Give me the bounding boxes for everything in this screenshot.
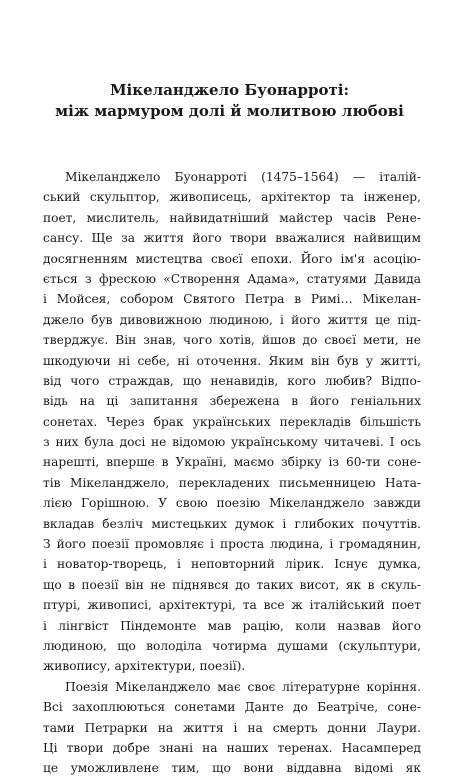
chapter-title-line-1: Мікеланджело Буонарроті: [109, 81, 350, 99]
text-line: ється з фрескою «Створення Адама», статуями Давида [43, 271, 421, 286]
text-line: відь на ці запитання збережена в його геніальних [43, 394, 421, 409]
text-line: тів Мікеланджело, перекладених письменницею Ната- [43, 475, 421, 490]
text-line: сансу. Ще за життя його твори вважалися найвищим [43, 231, 421, 246]
text-line: З його поезії промовляє і проста людина, і громадянин, [43, 537, 421, 552]
text-line: досягненням мистецтва своєї епохи. Його ім'я асоцію- [43, 251, 421, 266]
text-line: це уможливлене тим, що вони віддавна відомі як [43, 761, 421, 776]
text-line: що в поезії він не піднявся до таких висот, як в скуль- [43, 577, 421, 592]
text-line: ський скульптор, живописець, архітектор та інженер, [43, 190, 421, 205]
text-line: птурі, живописі, архітектурі, та все ж італійський поет [43, 598, 421, 613]
text-line: джело був дивовижною людиною, і його життя це під- [43, 312, 421, 327]
text-line: і Мойсея, собором Святого Петра в Римі… Мікелан- [43, 292, 421, 307]
paragraph-2 [43, 677, 421, 779]
text-line: з них була досі не відомою українському читачеві. І ось [43, 435, 421, 450]
text-line: від чого страждав, що ненавидів, кого любив? Відпо- [43, 373, 421, 388]
text-line: поет, мислитель, найвидатніший майстер часів Ренe- [43, 210, 421, 225]
chapter-title [40, 80, 419, 122]
text-line: вкладав безліч мистецьких думок і глибоких почуттів. [43, 516, 421, 531]
body-text [43, 167, 421, 779]
text-line: і новатор-творець, і неповторний лірик. Існує думка, [43, 557, 421, 572]
text-line: тами Петрарки на життя і на смерть донни Лаури. [43, 720, 421, 735]
text-line: Ці твори добре знані на наших теренах. Насамперед [43, 740, 421, 755]
paragraph-1 [43, 167, 421, 677]
text-line: і лінгвіст Піндемонте мав рацію, коли назвав його [43, 618, 421, 633]
text-line: сонетах. Через брак українських перекладів більшість [43, 414, 421, 429]
text-line: лією Горішною. У свою поезію Мікеланджело завжди [43, 496, 421, 511]
text-line: тверджує. Він знав, чого хотів, йшов до своєї мети, не [43, 333, 421, 348]
text-line: Поезія Мікеланджело має своє літературне коріння. [65, 679, 421, 694]
text-line: шкодуючи ні себе, ні оточення. Яким він був у житті, [43, 353, 421, 368]
chapter-title-line-2: між мармуром долі й молитвою любові [55, 102, 404, 120]
text-line: живопису, архітектури, поезії). [43, 659, 246, 674]
text-line: Всі захоплюються сонетами Данте до Беатріче, соне- [43, 700, 421, 715]
text-line: Мікеланджело Буонарроті (1475–1564) — італій- [65, 170, 421, 184]
text-line: нарешті, вперше в Україні, маємо збірку із 60-ти соне- [43, 455, 421, 470]
text-line: людиною, що володіла чотирма душами (скульптури, [43, 638, 421, 653]
